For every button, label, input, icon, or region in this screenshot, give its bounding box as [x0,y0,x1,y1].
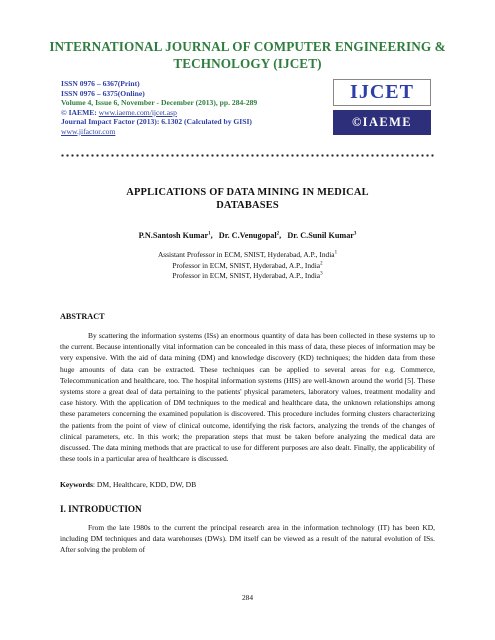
paper-title-line2: DATABASES [216,200,279,211]
iaeme-line [61,108,257,118]
author-sup: 3 [353,231,357,237]
author-sup: 1 [208,231,211,237]
page-number: 284 [241,593,254,602]
issn-online: ISSN 0976 – 6375(Online) [61,88,145,98]
keywords-values: : DM, Healthcare, KDD, DW, DB [92,480,197,489]
iaeme-link[interactable]: www.iaeme.com/ijcet.asp [98,107,177,117]
journal-title-line2: TECHNOLOGY (IJCET) [173,56,322,71]
jifactor-link[interactable]: www.jifactor.com [61,126,116,136]
affiliation: Assistant Professor in ECM, SNIST, Hyderabad, A.P., India [157,250,335,259]
keywords [60,480,435,489]
abstract-heading: ABSTRACT [60,312,105,321]
iaeme-label: © IAEME: [61,107,99,117]
issn-print: ISSN 0976 – 6367(Print) [61,79,140,88]
journal-logo [333,79,431,139]
author-name: P.N.Santosh Kumar [138,231,209,240]
paper-title [60,186,435,212]
abstract-text: By scattering the information systems (ISs) an enormous quantity of data has been collected in these systems up to the current. Because intentionally vital information can be concealed in this mass of data, these pieces of information may be very expensive. With the aid of data mining (DM) and knowledge discovery (KD) techniques; the hidden data from these huge amounts of data can be extracted. These techniques can be applied to several areas for e.g. Commerce, Telecommunication and healthcare, too. The hospital information systems (HIS) are well-known around the world [5]. These systems store a great deal of data pertaining to the patients' physical parameters, laboratory values, treatment modality and case history. With the application of DM techniques to the medical and healthcare data, the unknown relationships among these parameters concerning the examined population is discovered. This procedure includes forming clusters characterizing the patients from the point of view of clinical outcome, identifying the risk factors, analyzing the trends of the changes of clinical parameters, etc. In this work; the preparation steps that must be taken before analyzing the medical data are discussed. The data mining methods that are practical to use for different purposes are also dealt. Finally, the applicability of these tools in a particular area of healthcare is discussed. [60,331,435,464]
volume-info: Volume 4, Issue 6, November - December (2013), pp. 284-289 [61,98,258,108]
section-heading: I. INTRODUCTION [60,504,142,514]
author-name: Dr. C.Sunil Kumar [287,231,354,240]
affiliation-sup: 2 [320,261,323,267]
journal-title [20,38,475,72]
affiliation: Professor in ECM, SNIST, Hyderabad, A.P., India [172,260,321,270]
logo-iaeme: ©IAEME [333,110,431,135]
journal-title-line1: INTERNATIONAL JOURNAL OF COMPUTER ENGINEERING & [49,39,446,54]
header-divider [60,154,435,157]
affiliation: Professor in ECM, SNIST, Hyderabad, A.P., India [172,271,321,280]
author-list: P.N.Santosh Kumar$^1$, Dr. C.Venugopal$^2$, Dr. C.Sunil Kumar$^3$ [138,231,357,240]
logo-ijcet: IJCET [333,79,431,106]
affiliation-list [60,250,435,282]
intro-text: From the late 1980s to the current the principal research area in the information technology (IT) has been KD, including DM techniques and data warehouses (DWs). DM itself can be viewed as a result of the natural evolution of ISs. After solving the problem of [60,523,435,555]
affiliation-sup: 3 [320,271,323,277]
author-sup: 2 [276,231,280,237]
impact-factor: Journal Impact Factor (2013): 6.1302 (Calculated by GISI) [61,117,252,127]
paper-title-line1: APPLICATIONS OF DATA MINING IN MEDICAL [126,187,369,198]
keywords-label: Keywords [60,480,93,489]
author-name: Dr. C.Venugopal [218,231,277,240]
journal-meta [61,79,257,137]
affiliation-sup: 1 [334,250,338,256]
